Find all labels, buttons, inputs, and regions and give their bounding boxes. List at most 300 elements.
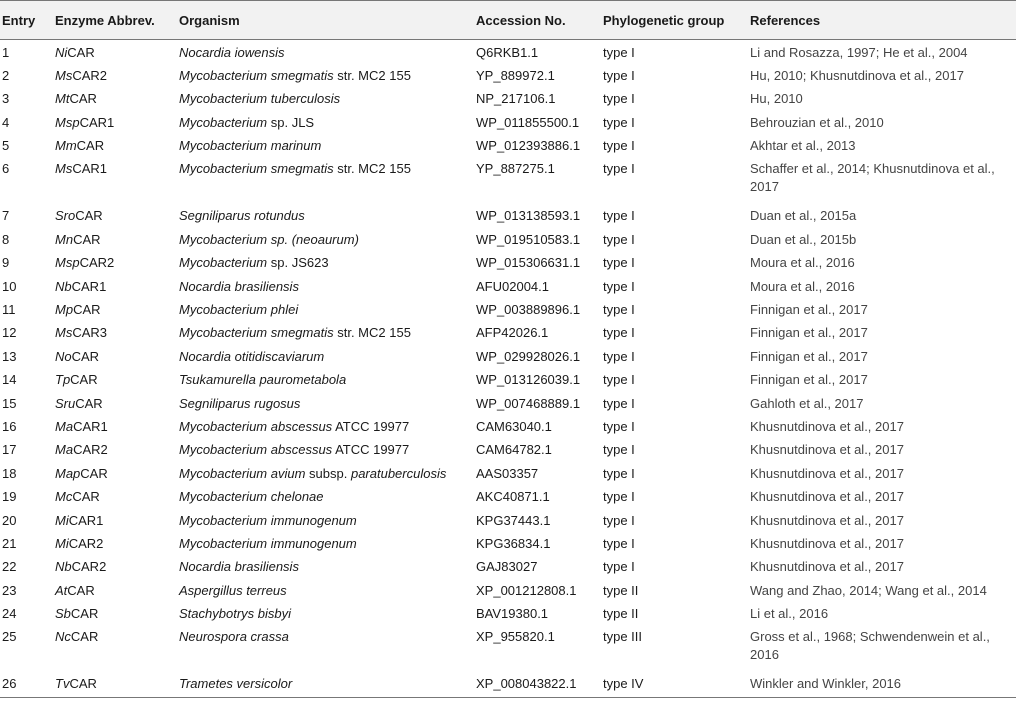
phylogenetic-group: type I — [603, 302, 635, 318]
phylogenetic-group: type I — [603, 208, 635, 224]
cell-accession — [474, 86, 601, 109]
accession-number: WP_019510583.1 — [476, 231, 581, 247]
abbrev-organism-prefix: Mi — [55, 512, 69, 528]
table-row — [0, 227, 1016, 250]
organism-strain: str. MC2 155 — [333, 161, 411, 177]
references-text: Behrouzian et al., 2010 — [750, 114, 884, 130]
entry-number: 18 — [2, 465, 17, 481]
cell-references — [748, 156, 1016, 203]
table-row — [0, 86, 1016, 109]
cell-accession — [474, 156, 601, 203]
cell-organism — [177, 86, 474, 109]
abbrev-suffix: CAR — [75, 395, 103, 411]
references-text: Moura et al., 2016 — [750, 278, 855, 294]
accession-number: WP_029928026.1 — [476, 348, 581, 364]
cell-accession — [474, 624, 601, 671]
abbrev-organism-prefix: Sru — [55, 395, 76, 411]
header-row — [0, 1, 1016, 40]
accession-number: WP_003889896.1 — [476, 302, 581, 318]
accession-number: AKC40871.1 — [476, 489, 550, 505]
entry-number: 16 — [2, 418, 17, 434]
references-text: Schaffer et al., 2014; Khusnutdinova et al., 2017 — [750, 161, 995, 195]
organism-name: Nocardia brasiliensis — [179, 278, 299, 294]
cell-entry — [0, 227, 53, 250]
references-text: Hu, 2010 — [750, 91, 803, 107]
abbrev-suffix: CAR1 — [73, 418, 108, 434]
organism-name: Nocardia iowensis — [179, 45, 285, 60]
phylogenetic-group: type I — [603, 348, 635, 364]
table-row — [0, 156, 1016, 203]
cell-enzyme-abbrev — [53, 133, 177, 156]
abbrev-organism-prefix: Mn — [55, 231, 74, 247]
cell-phylogenetic-group — [601, 203, 748, 226]
references-text: Moura et al., 2016 — [750, 255, 855, 271]
cell-entry — [0, 391, 53, 414]
phylogenetic-group: type II — [603, 582, 639, 598]
entry-number: 2 — [2, 67, 10, 83]
cell-references — [748, 437, 1016, 460]
entry-number: 20 — [2, 512, 17, 528]
cell-phylogenetic-group — [601, 227, 748, 250]
cell-entry — [0, 484, 53, 507]
organism-name: Mycobacterium smegmatis — [179, 67, 334, 83]
organism-name: Mycobacterium immunogenum — [179, 512, 357, 528]
cell-entry — [0, 297, 53, 320]
phylogenetic-group: type I — [603, 45, 635, 60]
cell-accession — [474, 40, 601, 63]
cell-entry — [0, 437, 53, 460]
cell-organism — [177, 437, 474, 460]
cell-organism — [177, 414, 474, 437]
abbrev-organism-prefix: Mt — [55, 91, 70, 107]
abbrev-organism-prefix: Sro — [55, 208, 76, 224]
references-text: Finnigan et al., 2017 — [750, 372, 868, 388]
accession-number: NP_217106.1 — [476, 91, 556, 107]
references-text: Khusnutdinova et al., 2017 — [750, 418, 904, 434]
header-enzyme-abbrev: Enzyme Abbrev. — [53, 1, 177, 40]
cell-accession — [474, 601, 601, 624]
entry-number: 12 — [2, 325, 17, 341]
accession-number: CAM64782.1 — [476, 442, 552, 458]
organism-subspecies: paratuberculosis — [350, 465, 447, 481]
cell-entry — [0, 554, 53, 577]
accession-number: AFP42026.1 — [476, 325, 549, 341]
cell-phylogenetic-group — [601, 274, 748, 297]
cell-entry — [0, 508, 53, 531]
accession-number: GAJ83027 — [476, 559, 538, 575]
organism-name: Stachybotrys bisbyi — [179, 606, 291, 622]
cell-accession — [474, 344, 601, 367]
cell-organism — [177, 578, 474, 601]
cell-references — [748, 133, 1016, 156]
cell-references — [748, 601, 1016, 624]
cell-phylogenetic-group — [601, 624, 748, 671]
abbrev-organism-prefix: No — [55, 348, 72, 364]
cell-phylogenetic-group — [601, 86, 748, 109]
references-text: Duan et al., 2015a — [750, 208, 857, 224]
organism-name: Aspergillus terreus — [179, 582, 287, 598]
accession-number: WP_015306631.1 — [476, 255, 581, 271]
organism-strain: sp. JLS — [267, 114, 315, 130]
cell-phylogenetic-group — [601, 391, 748, 414]
cell-entry — [0, 86, 53, 109]
table-row — [0, 601, 1016, 624]
references-text: Winkler and Winkler, 2016 — [750, 676, 902, 692]
cell-references — [748, 40, 1016, 63]
entry-number: 11 — [2, 302, 16, 318]
cell-phylogenetic-group — [601, 671, 748, 698]
cell-phylogenetic-group — [601, 578, 748, 601]
references-text: Khusnutdinova et al., 2017 — [750, 559, 904, 575]
cell-enzyme-abbrev — [53, 508, 177, 531]
organism-name: Nocardia otitidiscaviarum — [179, 348, 325, 364]
accession-number: BAV19380.1 — [476, 606, 549, 622]
cell-enzyme-abbrev — [53, 367, 177, 390]
header-references: References — [748, 1, 1016, 40]
cell-accession — [474, 274, 601, 297]
cell-organism — [177, 40, 474, 63]
references-text: Finnigan et al., 2017 — [750, 325, 868, 341]
abbrev-suffix: CAR — [76, 138, 105, 154]
abbrev-organism-prefix: Ms — [55, 67, 73, 83]
phylogenetic-group: type I — [603, 161, 635, 177]
accession-number: Q6RKB1.1 — [476, 45, 539, 60]
abbrev-organism-prefix: Msp — [55, 114, 80, 130]
phylogenetic-group: type IV — [603, 676, 644, 692]
cell-enzyme-abbrev — [53, 578, 177, 601]
entry-number: 17 — [2, 442, 17, 458]
phylogenetic-group: type I — [603, 278, 635, 294]
table-row — [0, 367, 1016, 390]
references-text: Finnigan et al., 2017 — [750, 348, 868, 364]
abbrev-suffix: CAR — [70, 372, 98, 388]
cell-organism — [177, 227, 474, 250]
header-entry: Entry — [0, 1, 53, 40]
cell-enzyme-abbrev — [53, 671, 177, 698]
header-phylogenetic-group: Phylogenetic group — [601, 1, 748, 40]
cell-references — [748, 391, 1016, 414]
abbrev-suffix: CAR2 — [72, 67, 108, 83]
cell-enzyme-abbrev — [53, 274, 177, 297]
cell-accession — [474, 63, 601, 86]
cell-accession — [474, 484, 601, 507]
cell-organism — [177, 484, 474, 507]
phylogenetic-group: type II — [603, 606, 639, 622]
cell-enzyme-abbrev — [53, 250, 177, 273]
cell-entry — [0, 461, 53, 484]
cell-entry — [0, 624, 53, 671]
phylogenetic-group: type I — [603, 114, 635, 130]
header-organism: Organism — [177, 1, 474, 40]
cell-phylogenetic-group — [601, 297, 748, 320]
cell-accession — [474, 227, 601, 250]
cell-entry — [0, 578, 53, 601]
cell-organism — [177, 297, 474, 320]
cell-accession — [474, 250, 601, 273]
cell-phylogenetic-group — [601, 344, 748, 367]
entry-number: 6 — [2, 161, 10, 177]
entry-number: 13 — [2, 348, 17, 364]
cell-references — [748, 63, 1016, 86]
cell-references — [748, 531, 1016, 554]
cell-enzyme-abbrev — [53, 437, 177, 460]
table-row — [0, 624, 1016, 671]
cell-phylogenetic-group — [601, 63, 748, 86]
phylogenetic-group: type I — [603, 372, 635, 388]
cell-enzyme-abbrev — [53, 227, 177, 250]
phylogenetic-group: type III — [603, 629, 643, 645]
cell-entry — [0, 133, 53, 156]
table-row — [0, 344, 1016, 367]
cell-organism — [177, 367, 474, 390]
table-row — [0, 554, 1016, 577]
accession-number: WP_012393886.1 — [476, 138, 581, 154]
entry-number: 26 — [2, 676, 17, 692]
accession-number: WP_013126039.1 — [476, 372, 581, 388]
cell-entry — [0, 601, 53, 624]
cell-accession — [474, 297, 601, 320]
references-text: Hu, 2010; Khusnutdinova et al., 2017 — [750, 67, 964, 83]
abbrev-organism-prefix: Ma — [55, 442, 74, 458]
entry-number: 24 — [2, 606, 17, 622]
cell-references — [748, 227, 1016, 250]
accession-number: XP_008043822.1 — [476, 676, 577, 692]
table-row — [0, 578, 1016, 601]
cell-references — [748, 508, 1016, 531]
cell-enzyme-abbrev — [53, 461, 177, 484]
abbrev-suffix: CAR — [80, 465, 108, 481]
cell-phylogenetic-group — [601, 508, 748, 531]
organism-name: Segniliparus rotundus — [179, 208, 305, 224]
cell-references — [748, 344, 1016, 367]
cell-enzyme-abbrev — [53, 391, 177, 414]
cell-organism — [177, 624, 474, 671]
cell-enzyme-abbrev — [53, 531, 177, 554]
abbrev-suffix: CAR — [72, 489, 100, 505]
cell-organism — [177, 601, 474, 624]
phylogenetic-group: type I — [603, 231, 635, 247]
cell-phylogenetic-group — [601, 531, 748, 554]
abbrev-suffix: CAR1 — [71, 278, 107, 294]
abbrev-suffix: CAR — [70, 606, 99, 622]
phylogenetic-group: type I — [603, 325, 635, 341]
cell-organism — [177, 133, 474, 156]
abbrev-organism-prefix: At — [55, 582, 68, 598]
cell-entry — [0, 344, 53, 367]
cell-references — [748, 461, 1016, 484]
header-accession: Accession No. — [474, 1, 601, 40]
entry-number: 1 — [2, 45, 10, 60]
abbrev-organism-prefix: Nb — [55, 278, 72, 294]
cell-enzyme-abbrev — [53, 554, 177, 577]
organism-name: Mycobacterium — [179, 114, 268, 130]
abbrev-suffix: CAR2 — [68, 535, 104, 551]
accession-number: KPG37443.1 — [476, 512, 551, 528]
cell-phylogenetic-group — [601, 414, 748, 437]
accession-number: YP_887275.1 — [476, 161, 555, 177]
cell-entry — [0, 203, 53, 226]
references-text: Khusnutdinova et al., 2017 — [750, 465, 904, 481]
cell-accession — [474, 461, 601, 484]
organism-name: Neurospora crassa — [179, 629, 289, 645]
entry-number: 15 — [2, 395, 17, 411]
cell-organism — [177, 320, 474, 343]
abbrev-organism-prefix: Map — [55, 465, 81, 481]
cell-organism — [177, 156, 474, 203]
table-row — [0, 133, 1016, 156]
organism-strain: str. MC2 155 — [333, 67, 411, 83]
cell-entry — [0, 250, 53, 273]
cell-phylogenetic-group — [601, 484, 748, 507]
references-text: Li et al., 2016 — [750, 606, 829, 622]
entry-number: 8 — [2, 231, 10, 247]
table-row — [0, 110, 1016, 133]
references-text: Finnigan et al., 2017 — [750, 302, 868, 318]
abbrev-suffix: CAR1 — [68, 512, 104, 528]
abbrev-suffix: CAR — [70, 629, 99, 645]
table-row — [0, 297, 1016, 320]
abbrev-organism-prefix: Ma — [55, 418, 74, 434]
cell-references — [748, 367, 1016, 390]
accession-number: XP_001212808.1 — [476, 582, 577, 598]
organism-name: Mycobacterium smegmatis — [179, 325, 334, 341]
cell-enzyme-abbrev — [53, 63, 177, 86]
phylogenetic-group: type I — [603, 395, 635, 411]
phylogenetic-group: type I — [603, 67, 635, 83]
phylogenetic-group: type I — [603, 255, 635, 271]
cell-references — [748, 624, 1016, 671]
abbrev-suffix: CAR — [73, 231, 101, 247]
cell-references — [748, 250, 1016, 273]
cell-organism — [177, 554, 474, 577]
abbrev-suffix: CAR — [71, 348, 100, 364]
table-row — [0, 531, 1016, 554]
abbrev-organism-prefix: Sb — [55, 606, 71, 622]
cell-organism — [177, 63, 474, 86]
cell-references — [748, 671, 1016, 698]
cell-enzyme-abbrev — [53, 203, 177, 226]
entry-number: 21 — [2, 535, 17, 551]
table-row — [0, 391, 1016, 414]
accession-number: XP_955820.1 — [476, 629, 555, 645]
abbrev-organism-prefix: Ni — [55, 45, 68, 60]
cell-enzyme-abbrev — [53, 156, 177, 203]
abbrev-organism-prefix: Tv — [55, 676, 70, 692]
cell-accession — [474, 391, 601, 414]
cell-entry — [0, 63, 53, 86]
cell-references — [748, 484, 1016, 507]
cell-phylogenetic-group — [601, 133, 748, 156]
cell-accession — [474, 367, 601, 390]
cell-organism — [177, 110, 474, 133]
cell-organism — [177, 508, 474, 531]
cell-references — [748, 414, 1016, 437]
phylogenetic-group: type I — [603, 442, 635, 458]
cell-accession — [474, 578, 601, 601]
table-row — [0, 203, 1016, 226]
entry-number: 7 — [2, 208, 10, 224]
accession-number: AAS03357 — [476, 465, 539, 481]
cell-organism — [177, 344, 474, 367]
entry-number: 3 — [2, 91, 10, 107]
abbrev-suffix: CAR2 — [71, 559, 107, 575]
abbrev-organism-prefix: Mm — [55, 138, 77, 154]
table-row — [0, 274, 1016, 297]
abbrev-organism-prefix: Mc — [55, 489, 73, 505]
abbrev-organism-prefix: Msp — [55, 255, 80, 271]
cell-accession — [474, 320, 601, 343]
cell-accession — [474, 414, 601, 437]
phylogenetic-group: type I — [603, 418, 635, 434]
cell-phylogenetic-group — [601, 156, 748, 203]
organism-name: Tsukamurella paurometabola — [179, 372, 347, 388]
cell-phylogenetic-group — [601, 601, 748, 624]
cell-enzyme-abbrev — [53, 86, 177, 109]
references-text: Gahloth et al., 2017 — [750, 395, 864, 411]
table-row — [0, 250, 1016, 273]
references-text: Khusnutdinova et al., 2017 — [750, 442, 904, 458]
abbrev-suffix: CAR — [75, 208, 103, 224]
abbrev-organism-prefix: Ms — [55, 161, 73, 177]
organism-strain: str. MC2 155 — [333, 325, 411, 341]
organism-name: Mycobacterium avium — [179, 465, 306, 481]
accession-number: WP_011855500.1 — [476, 114, 580, 130]
table-row — [0, 508, 1016, 531]
abbrev-organism-prefix: Nb — [55, 559, 72, 575]
cell-accession — [474, 508, 601, 531]
references-text: Khusnutdinova et al., 2017 — [750, 512, 904, 528]
abbrev-organism-prefix: Ms — [55, 325, 73, 341]
organism-name: Mycobacterium phlei — [179, 302, 299, 318]
cell-accession — [474, 531, 601, 554]
cell-enzyme-abbrev — [53, 110, 177, 133]
organism-name: Nocardia brasiliensis — [179, 559, 299, 575]
cell-phylogenetic-group — [601, 320, 748, 343]
phylogenetic-group: type I — [603, 465, 635, 481]
phylogenetic-group: type I — [603, 559, 635, 575]
phylogenetic-group: type I — [603, 489, 635, 505]
organism-name: Mycobacterium abscessus — [179, 442, 333, 458]
cell-entry — [0, 414, 53, 437]
cell-phylogenetic-group — [601, 554, 748, 577]
references-text: Wang and Zhao, 2014; Wang et al., 2014 — [750, 582, 987, 598]
accession-number: WP_013138593.1 — [476, 208, 581, 224]
cell-phylogenetic-group — [601, 437, 748, 460]
cell-phylogenetic-group — [601, 110, 748, 133]
entry-number: 5 — [2, 138, 10, 154]
cell-organism — [177, 671, 474, 698]
accession-number: CAM63040.1 — [476, 418, 552, 434]
phylogenetic-group: type I — [603, 91, 635, 107]
cell-references — [748, 578, 1016, 601]
cell-references — [748, 320, 1016, 343]
table-body — [0, 40, 1016, 698]
references-text: Li and Rosazza, 1997; He et al., 2004 — [750, 45, 968, 60]
cell-references — [748, 86, 1016, 109]
entry-number: 14 — [2, 372, 17, 388]
abbrev-organism-prefix: Tp — [55, 372, 71, 388]
phylogenetic-group: type I — [603, 512, 635, 528]
cell-entry — [0, 671, 53, 698]
cell-organism — [177, 250, 474, 273]
table-row — [0, 484, 1016, 507]
cell-enzyme-abbrev — [53, 484, 177, 507]
phylogenetic-group: type I — [603, 138, 635, 154]
cell-references — [748, 554, 1016, 577]
organism-name: Mycobacterium marinum — [179, 138, 322, 154]
entry-number: 19 — [2, 489, 17, 505]
cell-entry — [0, 274, 53, 297]
